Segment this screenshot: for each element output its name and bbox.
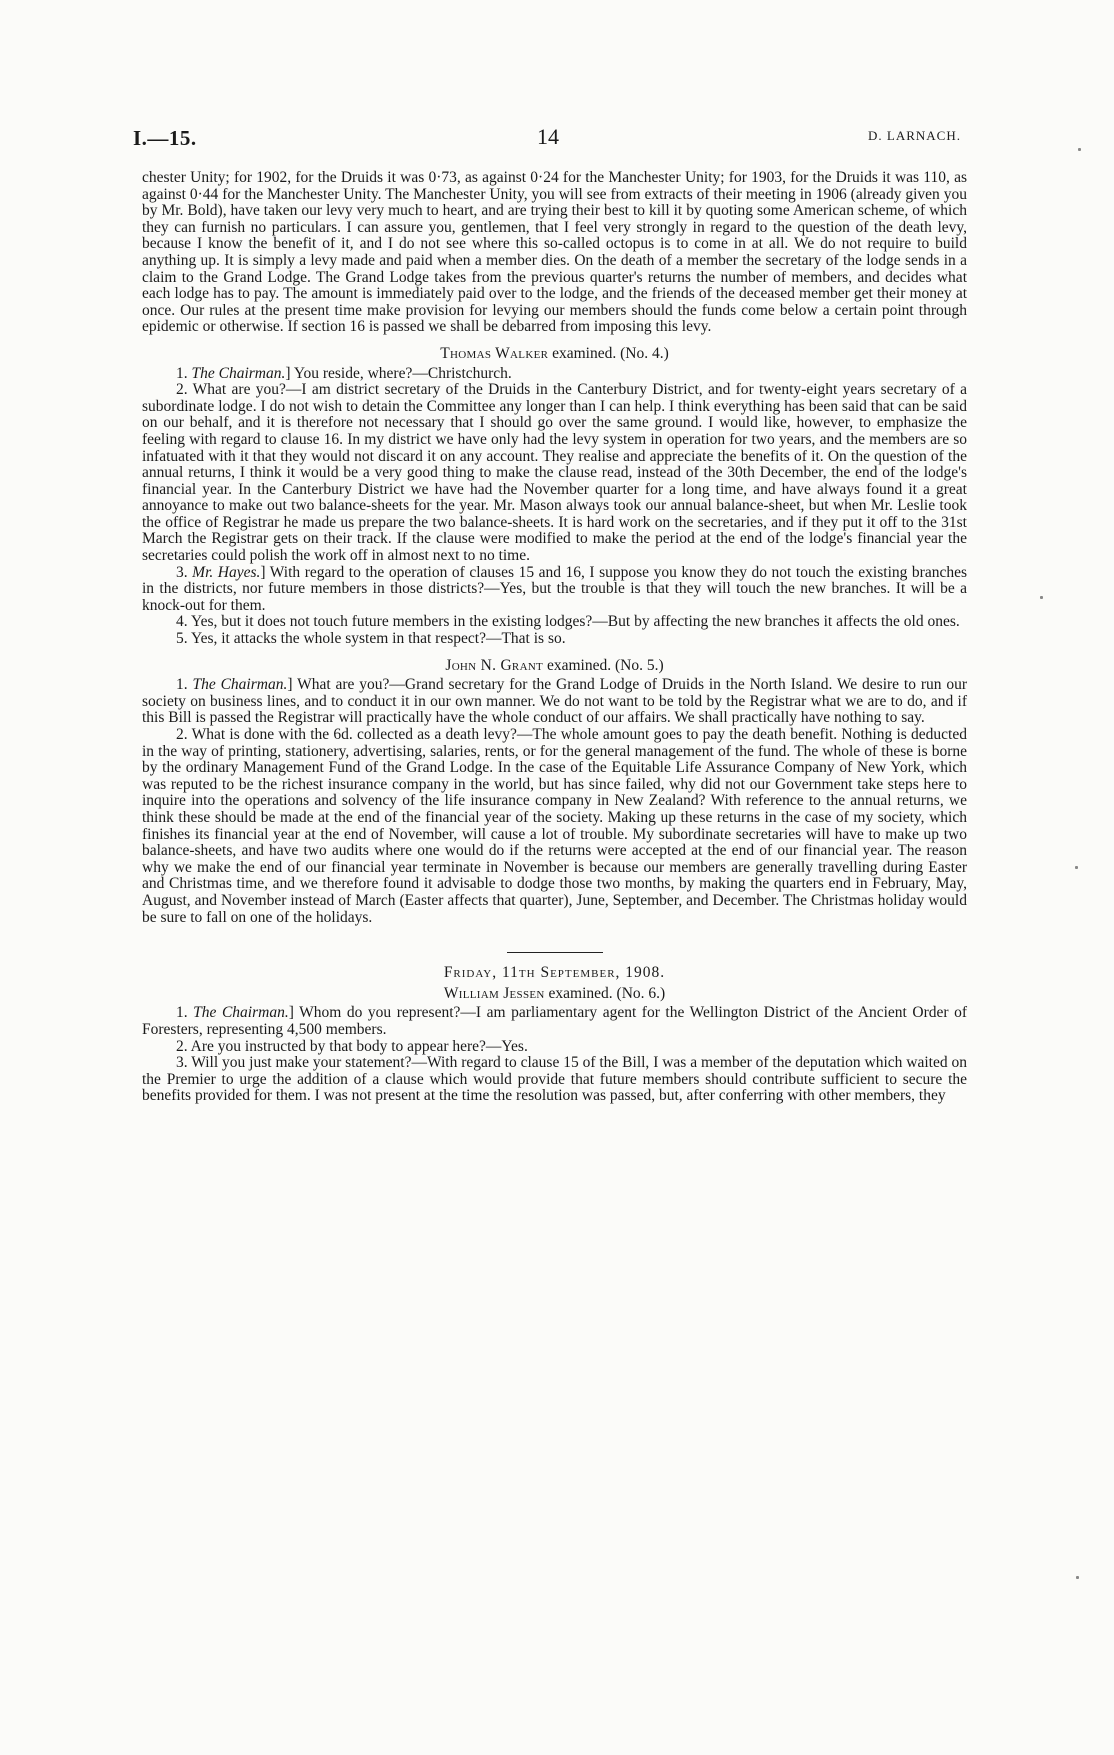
date-heading: Friday, 11th September, 1908. xyxy=(443,964,666,982)
question-paragraph: 2. Are you instructed by that body to appear here?—Yes. xyxy=(176,1037,528,1055)
scan-speck xyxy=(1040,596,1043,599)
scan-speck xyxy=(1078,148,1081,151)
question-paragraph: 1. The Chairman.] You reside, where?—Christchurch. xyxy=(176,364,512,382)
paper-reference: I.—15. xyxy=(133,126,197,150)
question-paragraph: 3. Will you just make your statement?—With regard to clause 15 of the Bill, I was a member of the deputation which waited on the Premier to urge the addition of a clause which would provide that future members should contribute sufficient to secure the benefits provided for them. I was not present at the time the resolution was passed, but, after conferring with other members, they xyxy=(142,1054,967,1105)
witness-heading-walker xyxy=(142,346,967,363)
witness-name: William Jessen xyxy=(443,984,545,1002)
witness-heading-jessen xyxy=(142,986,967,1003)
question-paragraph: 4. Yes, but it does not touch future members in the existing lodges?—But by affecting the new branches it affects the old ones. xyxy=(176,613,960,631)
question-paragraph: 3. Mr. Hayes.] With regard to the operation of clauses 15 and 16, I suppose you know they do not touch the existing branches in the districts, nor future members in those districts?—Yes, but the trouble is that they will touch the new branches. It will be a knock-out for them. xyxy=(142,563,967,614)
scan-speck xyxy=(1076,1576,1079,1579)
witness-heading-grant xyxy=(142,658,967,675)
question-paragraph: 2. What is done with the 6d. collected as a death levy?—The whole amount goes to pay the death benefit. Nothing is deducted in the way of printing, stationery, advertising, salaries, rents, or for the general management of the fund. The whole of these is borne by the ordinary Management Fund of the Grand Lodge. In the case of the Equitable Life Assurance Company of New York, which was reputed to be the richest insurance company in the world, but has since failed, why did not our Government take steps here to inquire into the operations and solvency of the life insurance company in New Zealand? With reference to the annual returns, we think these should be made at the end of the financial year of the society. Making up these returns in the case of my society, which finishes its financial year at the end of November, will cause a lot of trouble. My subordinate secretaries will have to make up two balance-sheets, and have two audits where one would do if the returns were accepted at the end of our financial year. The reason why we make the end of our financial year terminate in November is because our members are generally travelling during Easter and Christmas time, and we therefore found it advisable to dodge those two months, by making the quarters end in February, May, August, and November instead of March (Easter affects that quarter), June, September, and December. The Christmas holiday would be sure to fall on one of the holidays. xyxy=(142,726,967,926)
scan-speck xyxy=(1075,866,1078,869)
question-paragraph: 2. What are you?—I am district secretary of the Druids in the Canterbury District, and for twenty-eight years secretary of a subordinate lodge. I do not wish to detain the Committee any longer than I can help. I think everything has been said that can be said on our behalf, and it is therefore not necessary that I should go over the same ground. I would like, however, to emphasize the feeling with regard to clause 16. In my district we have only had the levy system in operation for two years, and the members are so infatuated with it that they would not discard it on any account. They realise and appreciate the benefits of it. On the question of the annual returns, I think it would be a very good thing to make the clause read, instead of the 30th December, the end of the lodge's financial year. In the Canterbury District we have had the November quarter for a long time, and have always found it a great annoyance to make out two balance-sheets for the year. Mr. Mason always took our annual balance-sheet, but when Mr. Leslie took the office of Registrar he made us prepare the two balance-sheets. It is hard work on the secretaries, and if they put it off to the 31st March the Registrar gets on their track. If the clause were modified to make the period at the end of the lodge's financial year the secretaries could polish the work off in almost next to no time. xyxy=(142,381,967,565)
page-number: 14 xyxy=(537,124,559,149)
page-header xyxy=(133,126,961,156)
witness-heading-suffix: examined. (No. 5.) xyxy=(546,656,664,674)
question-paragraph: 5. Yes, it attacks the whole system in that respect?—That is so. xyxy=(176,630,566,648)
witness-heading-suffix: examined. (No. 4.) xyxy=(552,344,669,362)
witness-name: Thomas Walker xyxy=(440,344,549,362)
page-body xyxy=(142,170,967,1105)
witness-heading-suffix: examined. (No. 6.) xyxy=(548,984,666,1002)
section-divider xyxy=(507,952,603,953)
witness-name: John N. Grant xyxy=(445,656,544,674)
question-paragraph: 1. The Chairman.] Whom do you represent?—I am parliamentary agent for the Wellington District of the Ancient Order of Foresters, representing 4,500 members. xyxy=(142,1004,968,1038)
running-head-name: D. LARNACH. xyxy=(868,128,961,143)
question-paragraph: 1. The Chairman.] What are you?—Grand secretary for the Grand Lodge of Druids in the North Island. We desire to run our society on business lines, and to conduct it in our own manner. We do not want to be told by the Registrar what we are to do, and if this Bill is passed the Registrar will practically have the whole conduct of our affairs. We shall practically have nothing to say. xyxy=(142,676,967,727)
continued-paragraph: chester Unity; for 1902, for the Druids it was 0·73, as against 0·24 for the Manchester Unity; for 1903, for the Druids it was 110, as against 0·44 for the Manchester Unity. The Manchester Unity, you will see from extracts of their meeting in 1906 (already given you by Mr. Bold), have taken our levy very much to heart, and are trying their best to kill it by quoting some American scheme, of which they can furnish no particulars. I can assure you, gentlemen, that I feel very strongly in regard to the question of the death levy, because I know the benefit of it, and I do not see where this so-called octopus is to come in at all. We do not require to build anything up. It is simply a levy made and paid when a member dies. On the death of a member the secretary of the lodge sends in a claim to the Grand Lodge. The Grand Lodge takes from the previous quarter's returns the number of members, and decides what each lodge has to pay. The amount is immediately paid over to the lodge, and the friends of the deceased member get their money at once. Our rules at the present time make provision for levying our members should the funds come below a certain point through epidemic or otherwise. If section 16 is passed we shall be debarred from imposing this levy. xyxy=(142,169,967,336)
